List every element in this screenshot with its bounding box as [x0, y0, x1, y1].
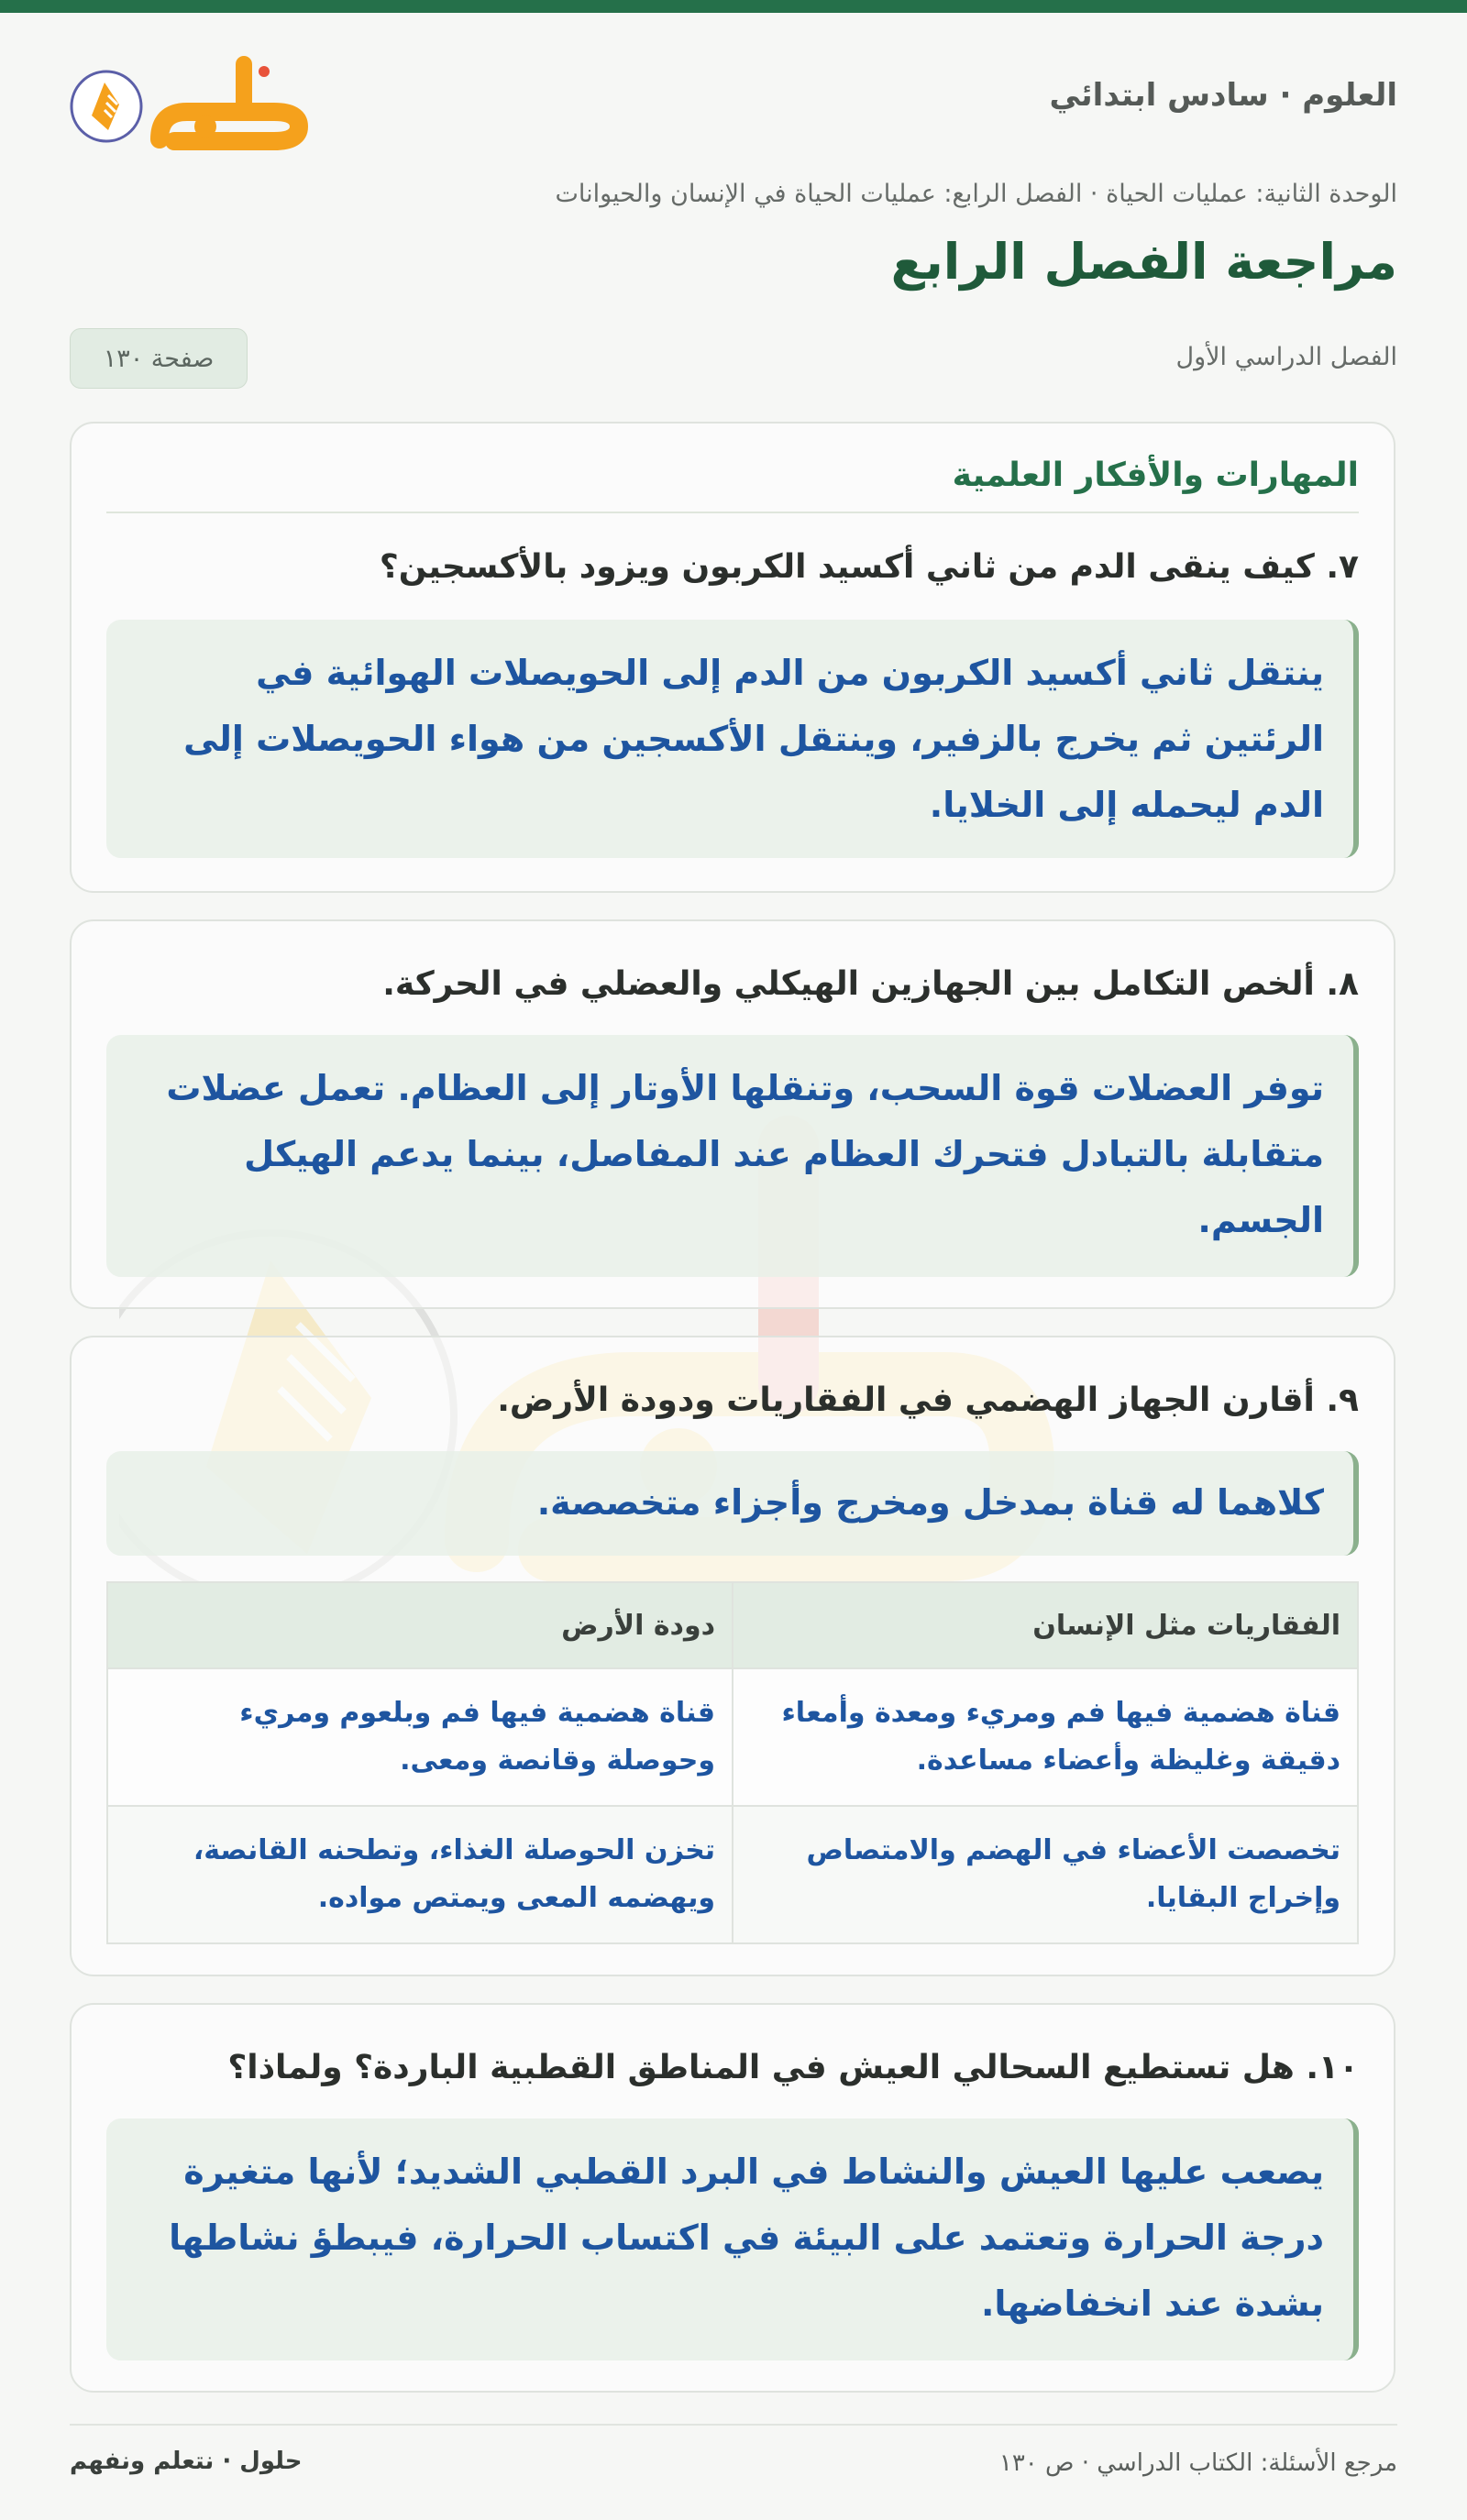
question-8: ٨. ألخص التكامل بين الجهازين الهيكلي والعضلي في الحركة.: [382, 965, 1359, 1003]
subject-grade-label: العلوم · سادس ابتدائي: [1049, 77, 1397, 114]
term-label: الفصل الدراسي الأول: [1175, 343, 1397, 371]
hulul-logo: [68, 51, 315, 161]
table-header-cell: دودة الأرض: [108, 1583, 734, 1667]
table-cell: قناة هضمية فيها فم وبلعوم ومريء وحوصلة وقانصة ومعى.: [108, 1669, 734, 1805]
answer-8: توفر العضلات قوة السحب، وتنقلها الأوتار إلى العظام. تعمل عضلات متقابلة بالتبادل فتحرك العظام عند المفاصل، بينما يدعم الهيكل الجسم.: [106, 1035, 1359, 1277]
top-accent-bar: [0, 0, 1467, 13]
question-card-9: [70, 1336, 1395, 1976]
table-header-row: [108, 1583, 1357, 1667]
breadcrumb: الوحدة الثانية: عمليات الحياة · الفصل الرابع: عمليات الحياة في الإنسان والحيوانات: [555, 180, 1397, 208]
question-card-8: [70, 919, 1395, 1309]
question-card-10: [70, 2003, 1395, 2393]
page-title: مراجعة الفصل الرابع: [890, 233, 1397, 291]
page-number-badge: صفحة ١٣٠: [70, 328, 248, 389]
section-title: المهارات والأفكار العلمية: [952, 457, 1359, 494]
answer-9: كلاهما له قناة بمدخل ومخرج وأجزاء متخصصة.: [106, 1451, 1359, 1556]
table-row: [108, 1805, 1357, 1942]
question-9: ٩. أقارن الجهاز الهضمي في الفقاريات ودودة الأرض.: [497, 1381, 1359, 1419]
table-row: [108, 1667, 1357, 1805]
answer-7: ينتقل ثاني أكسيد الكربون من الدم إلى الحويصلات الهوائية في الرئتين ثم يخرج بالزفير، وينتقل الأكسجين من هواء الحويصلات إلى الدم ليحمله إلى الخلايا.: [106, 620, 1359, 858]
table-cell: تخصصت الأعضاء في الهضم والامتصاص وإخراج البقايا.: [806, 1834, 1340, 1914]
footer-brand: حلول · نتعلم ونفهم: [70, 2448, 303, 2475]
answer-10: يصعب عليها العيش والنشاط في البرد القطبي الشديد؛ لأنها متغيرة درجة الحرارة وتعتمد على البيئة في اكتساب الحرارة، فيبطؤ نشاطها بشدة عند انخفاضها.: [106, 2118, 1359, 2360]
question-7: ٧. كيف ينقى الدم من ثاني أكسيد الكربون ويزود بالأكسجين؟: [379, 548, 1359, 586]
table-cell: تخزن الحوصلة الغذاء، وتطحنه القانصة، ويهضمه المعى ويمتص مواده.: [108, 1807, 734, 1942]
table-header-cell: الفقاريات مثل الإنسان: [1032, 1609, 1340, 1642]
section-divider: [106, 512, 1359, 513]
question-10: ١٠. هل تستطيع السحالي العيش في المناطق القطبية الباردة؟ ولماذا؟: [227, 2049, 1359, 2086]
footer-reference: مرجع الأسئلة: الكتاب الدراسي · ص ١٣٠: [998, 2449, 1397, 2477]
footer-divider: [70, 2424, 1397, 2426]
table-cell: قناة هضمية فيها فم ومريء ومعدة وأمعاء دقيقة وغليظة وأعضاء مساعدة.: [781, 1697, 1340, 1777]
comparison-table: [106, 1581, 1359, 1944]
question-card-7: [70, 422, 1395, 893]
